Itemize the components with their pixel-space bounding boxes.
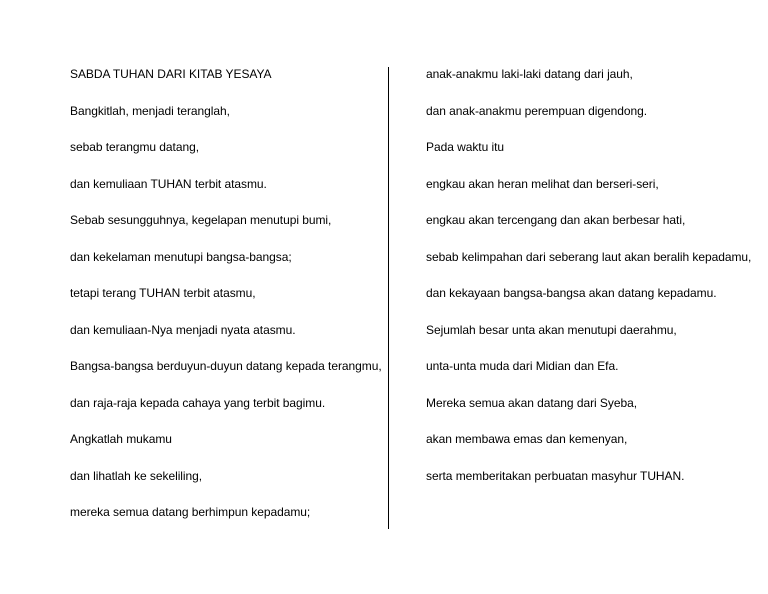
document-title: SABDA TUHAN DARI KITAB YESAYA xyxy=(70,67,272,81)
column-divider xyxy=(388,67,389,529)
verse-line: anak-anakmu laki-laki datang dari jauh, xyxy=(426,67,633,81)
verse-line: tetapi terang TUHAN terbit atasmu, xyxy=(70,286,256,300)
verse-line: Angkatlah mukamu xyxy=(70,432,172,446)
verse-line: serta memberitakan perbuatan masyhur TUHAN. xyxy=(426,468,685,483)
verse-line: sebab terangmu datang, xyxy=(70,140,199,154)
right-column xyxy=(426,66,756,504)
verse-line: dan raja-raja kepada cahaya yang terbit bagimu. xyxy=(70,395,326,410)
verse-line: Bangsa-bangsa berduyun-duyun datang kepada terangmu, xyxy=(70,359,382,373)
verse-line: Pada waktu itu xyxy=(426,140,505,154)
left-column xyxy=(70,66,382,541)
verse-line: Sebab sesungguhnya, kegelapan menutupi bumi, xyxy=(70,213,332,227)
verse-line: dan lihatlah ke sekeliling, xyxy=(70,468,203,483)
verse-line: dan anak-anakmu perempuan digendong. xyxy=(426,103,648,118)
verse-line: unta-unta muda dari Midian dan Efa. xyxy=(426,359,619,373)
verse-line: Sejumlah besar unta akan menutupi daerahmu, xyxy=(426,322,677,337)
verse-line: engkau akan tercengang dan akan berbesar hati, xyxy=(426,213,686,227)
verse-line: Bangkitlah, menjadi teranglah, xyxy=(70,103,230,118)
verse-line: dan kekelaman menutupi bangsa-bangsa; xyxy=(70,249,292,264)
verse-line: mereka semua datang berhimpun kepadamu; xyxy=(70,505,311,519)
verse-line: engkau akan heran melihat dan berseri-seri, xyxy=(426,176,659,191)
verse-line: dan kekayaan bangsa-bangsa akan datang kepadamu. xyxy=(426,286,717,300)
verse-line: dan kemuliaan TUHAN terbit atasmu. xyxy=(70,176,267,191)
verse-line: Mereka semua akan datang dari Syeba, xyxy=(426,395,637,410)
verse-line: sebab kelimpahan dari seberang laut akan beralih kepadamu, xyxy=(426,249,752,264)
verse-line: dan kemuliaan-Nya menjadi nyata atasmu. xyxy=(70,322,296,337)
verse-line: akan membawa emas dan kemenyan, xyxy=(426,432,628,446)
